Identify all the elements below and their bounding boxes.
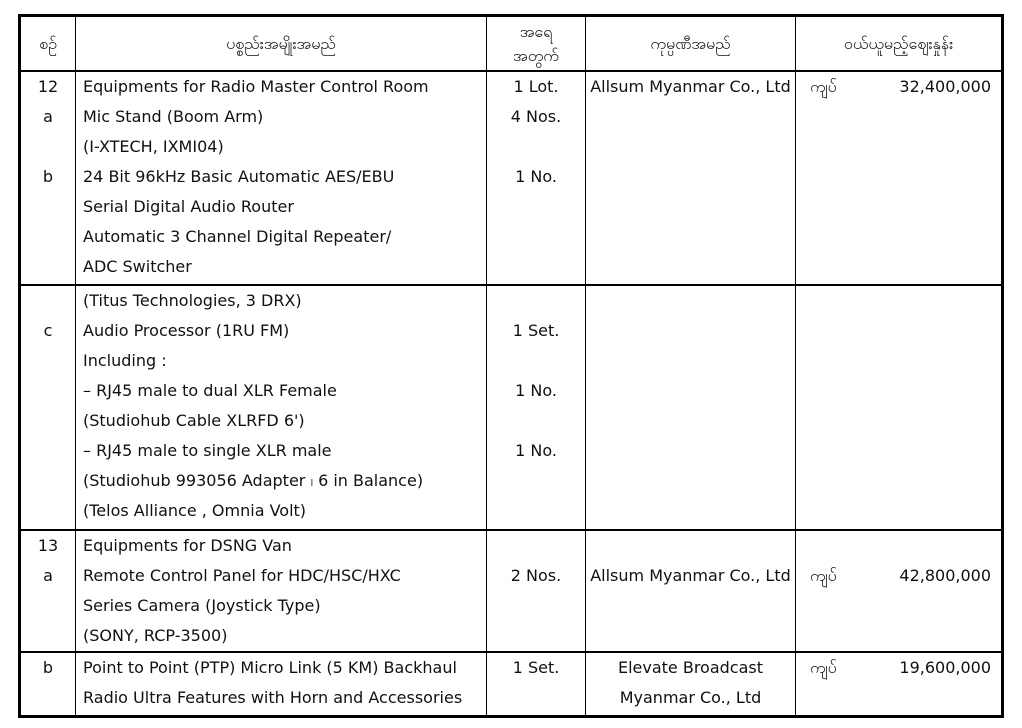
price-amount: 32,400,000 bbox=[899, 77, 991, 96]
price-cell bbox=[796, 286, 1001, 529]
qty-line bbox=[487, 192, 585, 222]
price-line bbox=[796, 653, 1001, 683]
qty-line: 1 No. bbox=[515, 381, 557, 400]
item-line: Remote Control Panel for HDC/HSC/HXC bbox=[83, 566, 401, 585]
qty-line bbox=[487, 591, 585, 621]
item-line: Serial Digital Audio Router bbox=[83, 197, 294, 216]
header-cell-no bbox=[21, 17, 76, 70]
item-line: – RJ45 male to single XLR male bbox=[83, 441, 332, 460]
qty-cell bbox=[487, 72, 586, 284]
no-cell bbox=[21, 531, 76, 651]
header-qty-label-line2: အတွက် bbox=[513, 45, 559, 65]
row-no: a bbox=[43, 107, 53, 126]
table-row-item-13 bbox=[21, 531, 1001, 653]
qty-line bbox=[487, 252, 585, 282]
item-cell bbox=[76, 653, 487, 715]
table-row-item-13b bbox=[21, 653, 1001, 715]
row-no: 13 bbox=[37, 536, 59, 555]
qty-line: 1 Set. bbox=[512, 321, 560, 340]
qty-line bbox=[487, 346, 585, 376]
item-line: Point to Point (PTP) Micro Link (5 KM) Backhaul bbox=[83, 658, 457, 677]
price-cell bbox=[796, 72, 1001, 284]
row-no bbox=[21, 286, 75, 316]
qty-line bbox=[487, 621, 585, 651]
qty-line: 1 Set. bbox=[512, 658, 560, 677]
row-no bbox=[21, 496, 75, 526]
item-cell bbox=[76, 72, 487, 284]
price-amount: 42,800,000 bbox=[899, 566, 991, 585]
item-line: (Titus Technologies, 3 DRX) bbox=[83, 291, 302, 310]
company-cell bbox=[586, 72, 796, 284]
item-cell bbox=[76, 531, 487, 651]
item-line: (Studiohub 993056 Adapter ၊ 6 in Balance) bbox=[83, 471, 424, 490]
row-no bbox=[21, 222, 75, 252]
item-line: (I-XTECH, IXMI04) bbox=[83, 137, 224, 156]
qty-cell bbox=[487, 653, 586, 715]
company-name: Myanmar Co., Ltd bbox=[619, 688, 762, 707]
item-line: (SONY, RCP-3500) bbox=[83, 626, 228, 645]
header-cell-item bbox=[76, 17, 487, 70]
header-cell-company bbox=[586, 17, 796, 70]
row-no: b bbox=[42, 658, 54, 677]
row-no bbox=[21, 466, 75, 496]
header-no-label: စဉ် bbox=[39, 33, 57, 53]
company-cell bbox=[586, 531, 796, 651]
item-line: Equipments for DSNG Van bbox=[83, 536, 292, 555]
row-no: 12 bbox=[37, 77, 59, 96]
header-item-label: ပစ္စည်းအမျိုးအမည် bbox=[226, 33, 336, 53]
header-cell-price bbox=[796, 17, 1001, 70]
row-no bbox=[21, 436, 75, 466]
company-cell bbox=[586, 653, 796, 715]
row-no bbox=[21, 591, 75, 621]
price-cell bbox=[796, 653, 1001, 715]
qty-line: 1 Lot. bbox=[513, 77, 559, 96]
currency-label: ကျပ် bbox=[810, 77, 837, 96]
header-cell-qty bbox=[487, 17, 586, 70]
item-cell bbox=[76, 286, 487, 529]
qty-cell bbox=[487, 531, 586, 651]
currency-label: ကျပ် bbox=[810, 566, 837, 585]
row-no: b bbox=[42, 167, 54, 186]
row-no bbox=[21, 132, 75, 162]
header-qty-label-line1: အရေ bbox=[519, 21, 553, 41]
qty-line bbox=[487, 222, 585, 252]
company-name: Elevate Broadcast bbox=[617, 658, 764, 677]
item-line: (Studiohub Cable XLRFD 6') bbox=[83, 411, 305, 430]
row-no bbox=[21, 621, 75, 651]
header-price-label: ဝယ်ယူမည့်ဈေးနှုန်း bbox=[843, 33, 954, 53]
company-name: Allsum Myanmar Co., Ltd bbox=[590, 77, 791, 96]
row-no bbox=[21, 683, 75, 713]
qty-line bbox=[487, 406, 585, 436]
qty-line bbox=[487, 132, 585, 162]
row-no bbox=[21, 192, 75, 222]
table-row-item-12 bbox=[21, 72, 1001, 286]
equipment-procurement-table bbox=[18, 14, 1004, 718]
qty-line bbox=[487, 286, 585, 316]
qty-line: 1 No. bbox=[515, 441, 557, 460]
table-row-item-12c bbox=[21, 286, 1001, 531]
qty-line: 4 Nos. bbox=[510, 107, 562, 126]
row-no: c bbox=[43, 321, 53, 340]
qty-line bbox=[487, 496, 585, 526]
row-no bbox=[21, 346, 75, 376]
item-line: 24 Bit 96kHz Basic Automatic AES/EBU bbox=[83, 167, 395, 186]
price-amount: 19,600,000 bbox=[899, 658, 991, 677]
item-line: (Telos Alliance , Omnia Volt) bbox=[83, 501, 307, 520]
price-line bbox=[796, 72, 1001, 102]
item-line: ADC Switcher bbox=[83, 257, 192, 276]
item-line: – RJ45 male to dual XLR Female bbox=[83, 381, 337, 400]
row-no bbox=[21, 376, 75, 406]
company-cell bbox=[586, 286, 796, 529]
no-cell bbox=[21, 653, 76, 715]
item-line: Series Camera (Joystick Type) bbox=[83, 596, 321, 615]
qty-line bbox=[487, 683, 585, 713]
header-company-label: ကုမ္ပဏီအမည် bbox=[650, 33, 731, 53]
qty-cell bbox=[487, 286, 586, 529]
item-line: Including : bbox=[83, 351, 167, 370]
currency-label: ကျပ် bbox=[810, 658, 837, 677]
no-cell bbox=[21, 286, 76, 529]
qty-line: 2 Nos. bbox=[510, 566, 562, 585]
qty-line bbox=[487, 466, 585, 496]
table-header-row bbox=[21, 17, 1001, 72]
price-line bbox=[796, 561, 1001, 591]
item-line: Equipments for Radio Master Control Room bbox=[83, 77, 429, 96]
row-no bbox=[21, 252, 75, 282]
qty-line: 1 No. bbox=[515, 167, 557, 186]
row-no: a bbox=[43, 566, 53, 585]
item-line: Mic Stand (Boom Arm) bbox=[83, 107, 264, 126]
item-line: Radio Ultra Features with Horn and Accessories bbox=[83, 688, 463, 707]
row-no bbox=[21, 406, 75, 436]
company-name: Allsum Myanmar Co., Ltd bbox=[590, 566, 791, 585]
item-line: Audio Processor (1RU FM) bbox=[83, 321, 290, 340]
item-line: Automatic 3 Channel Digital Repeater/ bbox=[83, 227, 392, 246]
no-cell bbox=[21, 72, 76, 284]
qty-line bbox=[487, 531, 585, 561]
price-cell bbox=[796, 531, 1001, 651]
